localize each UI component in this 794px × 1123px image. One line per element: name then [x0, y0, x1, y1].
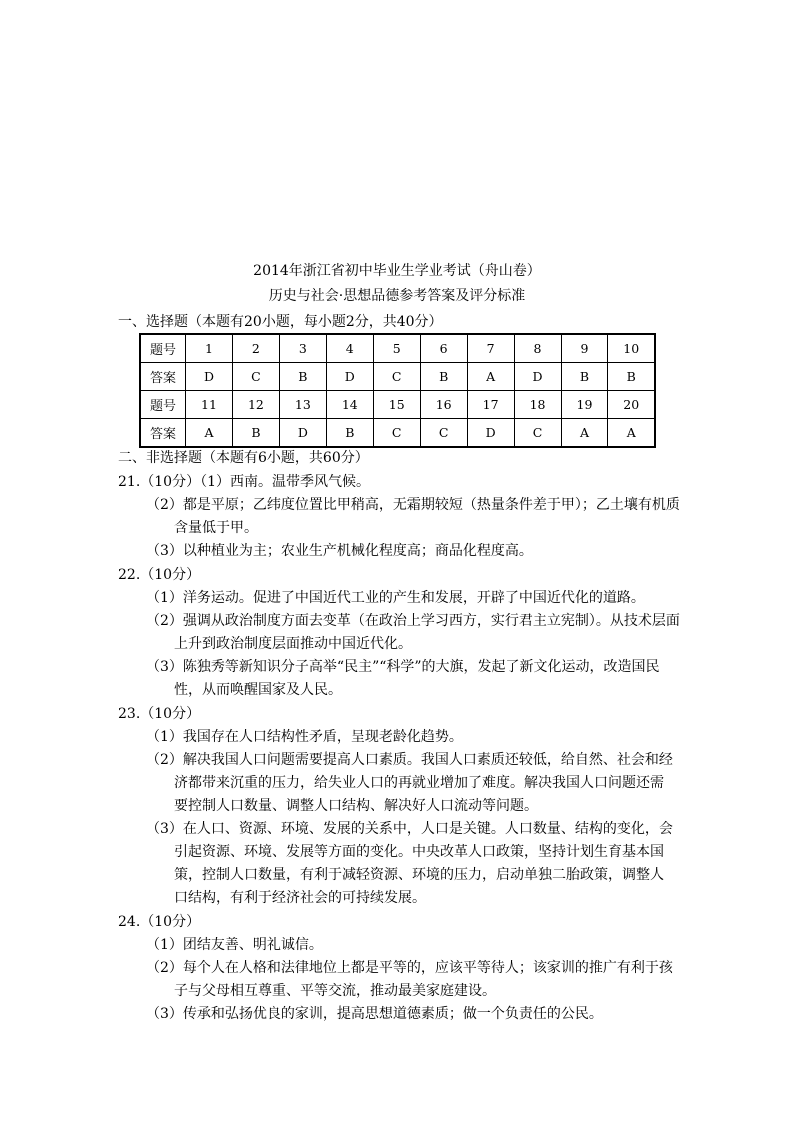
- answer-table-row: [140, 363, 655, 391]
- answer-table-cell: A: [608, 419, 655, 448]
- answer-table-row-label: 题号: [140, 391, 186, 419]
- answer-table-cell: C: [514, 419, 561, 448]
- answer-table-cell: 16: [420, 391, 467, 419]
- answer-table-cell: A: [186, 419, 233, 448]
- q24-head: 24.（10分）: [118, 914, 201, 930]
- answer-table-cell: D: [186, 363, 233, 391]
- answer-table-cell: B: [232, 419, 279, 448]
- answer-table-cell: 19: [561, 391, 608, 419]
- answer-table-cell: 14: [326, 391, 373, 419]
- answer-table-cell: 11: [186, 391, 233, 419]
- q23-part3-line4: 口结构，有利于经济社会的可持续发展。: [174, 890, 426, 906]
- exam-subtitle: 历史与社会·思想品德参考答案及评分标准: [268, 288, 526, 304]
- q22-head: 22.（10分）: [118, 567, 201, 583]
- answer-table-cell: B: [279, 363, 326, 391]
- answer-table-cell: 13: [279, 391, 326, 419]
- answer-table-cell: D: [279, 419, 326, 448]
- answer-table-cell: 6: [420, 334, 467, 363]
- q22-part2-line2: 上升到政治制度层面推动中国近代化。: [174, 636, 412, 652]
- answer-table-cell: 15: [373, 391, 420, 419]
- section1-heading: 一、选择题（本题有20小题，每小题2分，共40分）: [118, 314, 443, 330]
- answer-table-cell: D: [326, 363, 373, 391]
- answer-table-cell: 1: [186, 334, 233, 363]
- answer-table-cell: C: [373, 363, 420, 391]
- q24-part1: （1）团结友善、明礼诚信。: [146, 937, 323, 953]
- q23-part1: （1）我国存在人口结构性矛盾，呈现老龄化趋势。: [146, 729, 463, 745]
- exam-title: 2014年浙江省初中毕业生学业考试（舟山卷）: [253, 263, 541, 279]
- answer-table-cell: C: [420, 419, 467, 448]
- answer-table-cell: C: [232, 363, 279, 391]
- answer-table: [139, 333, 656, 448]
- answer-table-cell: 12: [232, 391, 279, 419]
- q21-head: 21.（10分）（1）西南。温带季风气候。: [118, 474, 370, 490]
- answer-table-cell: 17: [467, 391, 514, 419]
- answer-table-cell: 20: [608, 391, 655, 419]
- answer-table-row: [140, 391, 655, 419]
- q23-part2-line1: （2）解决我国人口问题需要提高人口素质。我国人口素质还较低，给自然、社会和经: [146, 752, 673, 768]
- q21-part3: （3）以种植业为主；农业生产机械化程度高；商品化程度高。: [146, 543, 533, 559]
- q22-part1: （1）洋务运动。促进了中国近代工业的产生和发展，开辟了中国近代化的道路。: [146, 590, 645, 606]
- q24-part3: （3）传承和弘扬优良的家训，提高思想道德素质；做一个负责任的公民。: [146, 1006, 603, 1022]
- answer-table-cell: B: [561, 363, 608, 391]
- answer-table-cell: 10: [608, 334, 655, 363]
- q22-part2-line1: （2）强调从政治制度方面去变革（在政治上学习西方，实行君主立宪制）。从技术层面: [146, 613, 680, 629]
- answer-table-row-label: 答案: [140, 363, 186, 391]
- q23-part3-line1: （3）在人口、资源、环境、发展的关系中，人口是关键。人口数量、结构的变化，会: [146, 821, 673, 837]
- answer-table-cell: C: [373, 419, 420, 448]
- q21-part2-line1: （2）都是平原；乙纬度位置比甲稍高，无霜期较短（热量条件差于甲）；乙土壤有机质: [146, 497, 680, 513]
- q22-part3-line1: （3）陈独秀等新知识分子高举“民主”“科学”的大旗，发起了新文化运动，改造国民: [146, 659, 660, 675]
- answer-table-cell: D: [514, 363, 561, 391]
- answer-table-cell: A: [561, 419, 608, 448]
- q23-part3-line2: 引起资源、环境、发展等方面的变化。中央改革人口政策，坚持计划生育基本国: [174, 844, 664, 860]
- q24-part2-line1: （2）每个人在人格和法律地位上都是平等的，应该平等待人；该家训的推广有利于孩: [146, 960, 673, 976]
- answer-table-cell: 4: [326, 334, 373, 363]
- answer-table-cell: 9: [561, 334, 608, 363]
- q24-part2-line2: 子与父母相互尊重、平等交流，推动最美家庭建设。: [174, 983, 496, 999]
- answer-table-cell: 7: [467, 334, 514, 363]
- q21-part2-line2: 含量低于甲。: [174, 520, 258, 536]
- answer-table-cell: 8: [514, 334, 561, 363]
- answer-table-cell: A: [467, 363, 514, 391]
- section2-heading: 二、非选择题（本题有6小题，共60分）: [118, 450, 369, 466]
- q23-head: 23.（10分）: [118, 706, 201, 722]
- answer-table-row: [140, 419, 655, 448]
- answer-table-cell: 2: [232, 334, 279, 363]
- answer-table-cell: 18: [514, 391, 561, 419]
- answer-table-cell: D: [467, 419, 514, 448]
- q23-part2-line2: 济都带来沉重的压力，给失业人口的再就业增加了难度。解决我国人口问题还需: [174, 775, 664, 791]
- answer-table-row: [140, 334, 655, 363]
- q23-part2-line3: 要控制人口数量、调整人口结构、解决好人口流动等问题。: [174, 798, 538, 814]
- q23-part3-line3: 策，控制人口数量，有利于减轻资源、环境的压力，启动单独二胎政策，调整人: [174, 867, 664, 883]
- answer-table-cell: B: [420, 363, 467, 391]
- answer-table-cell: 5: [373, 334, 420, 363]
- q22-part3-line2: 性，从而唤醒国家及人民。: [174, 682, 342, 698]
- answer-table-row-label: 题号: [140, 334, 186, 363]
- answer-table-cell: B: [326, 419, 373, 448]
- answer-table-row-label: 答案: [140, 419, 186, 448]
- answer-table-cell: 3: [279, 334, 326, 363]
- answer-table-cell: B: [608, 363, 655, 391]
